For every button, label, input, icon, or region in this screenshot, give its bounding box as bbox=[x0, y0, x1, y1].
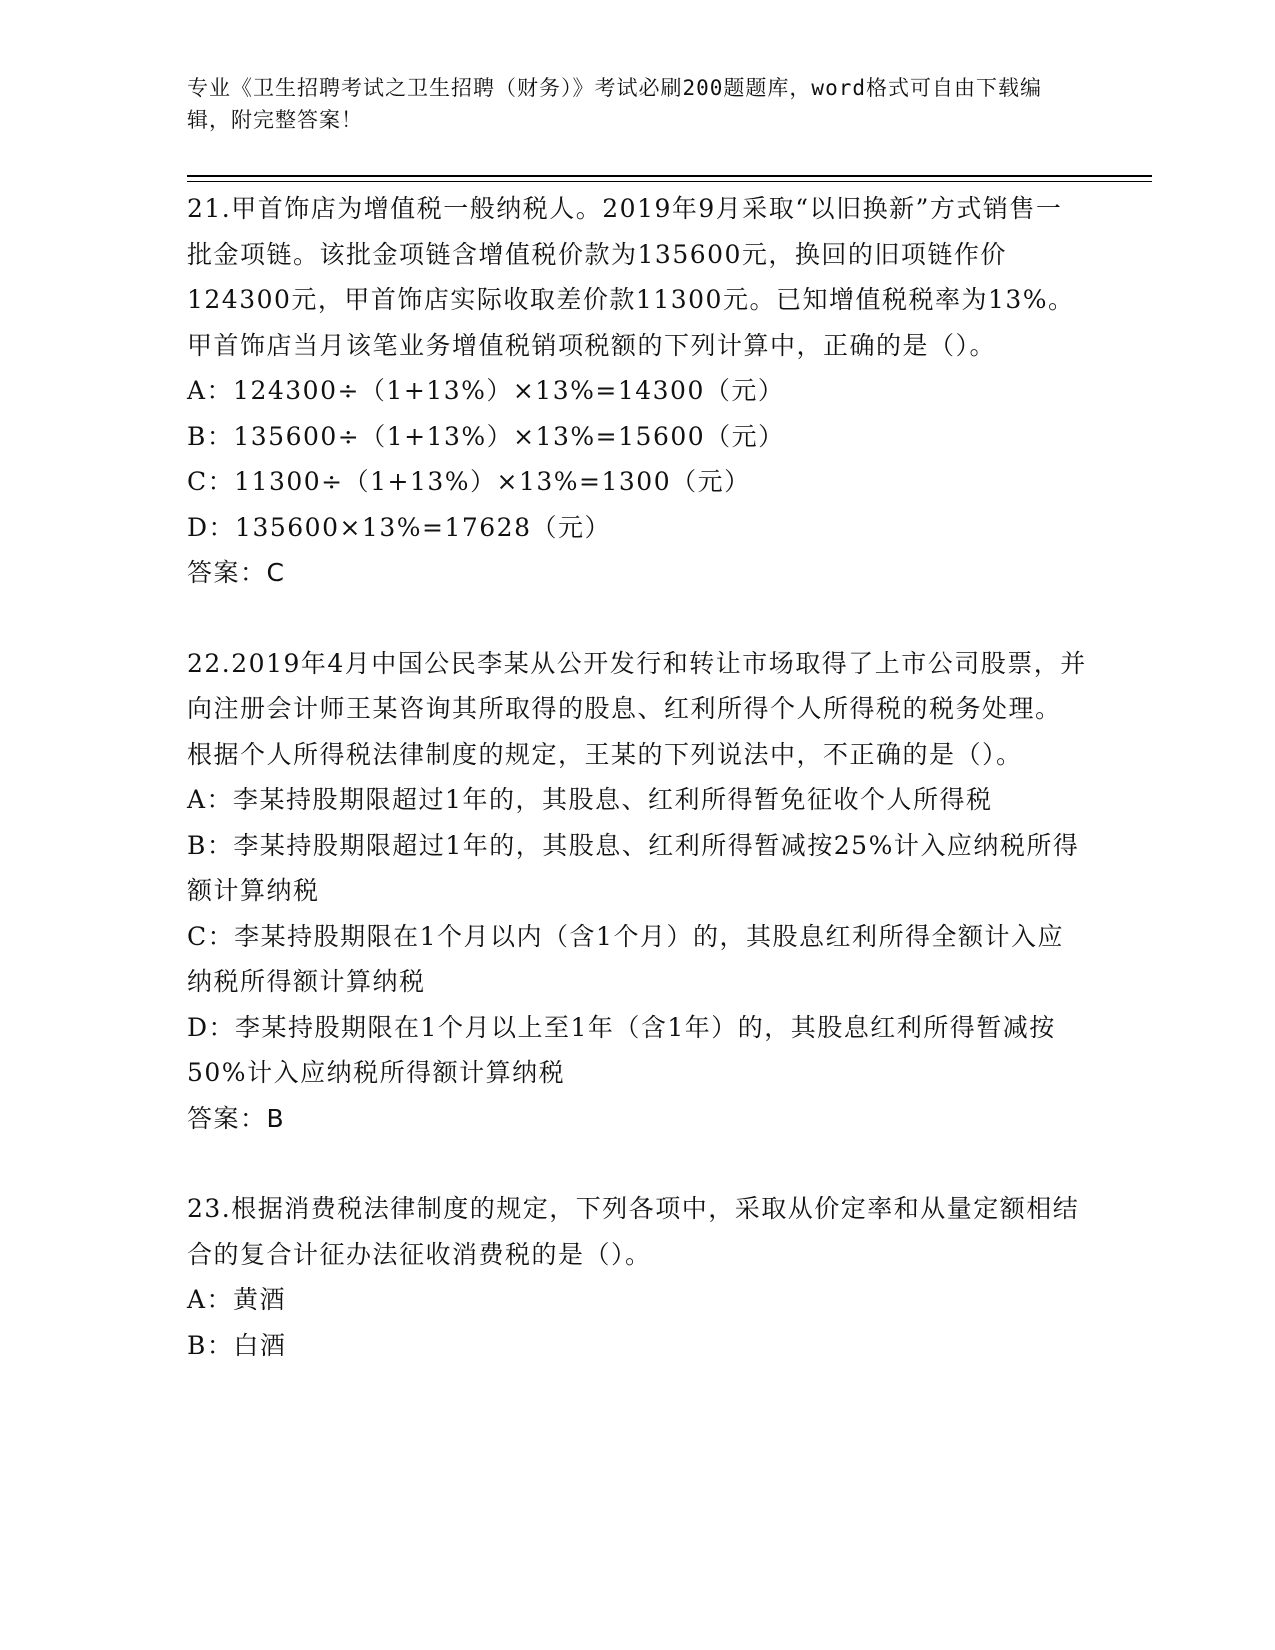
question-21 bbox=[187, 186, 1087, 596]
question-stem: 23.根据消费税法律制度的规定，下列各项中，采取从价定率和从量定额相结合的复合计征办法征收消费税的是（）。 bbox=[187, 1194, 1080, 1269]
option-c: C：11300÷（1+13%）×13%=1300（元） bbox=[187, 467, 751, 496]
option-b: B：李某持股期限超过1年的，其股息、红利所得暂减按25%计入应纳税所得额计算纳税 bbox=[187, 830, 1080, 905]
document-header-intro: 专业《卫生招聘考试之卫生招聘（财务）》考试必刷200题题库，word格式可自由下载编辑，附完整答案！ bbox=[187, 76, 1042, 132]
option-a: A：李某持股期限超过1年的，其股息、红利所得暂免征收个人所得税 bbox=[187, 785, 993, 814]
question-23 bbox=[187, 1186, 1087, 1368]
option-b: B：白酒 bbox=[187, 1330, 287, 1360]
option-d: D：李某持股期限在1个月以上至1年（含1年）的，其股息红利所得暂减按50%计入应纳税所得额计算纳税 bbox=[187, 1012, 1056, 1087]
question-22 bbox=[187, 641, 1087, 1142]
question-stem: 21.甲首饰店为增值税一般纳税人。2019年9月采取“以旧换新”方式销售一批金项链。该批金项链含增值税价款为135600元，换回的旧项链作价124300元，甲首饰店实际收取差价款11300元。已知增值税税率为13%。甲首饰店当月该笔业务增值税销项税额的下列计算中，正确的是（）。 bbox=[187, 194, 1075, 360]
answer-line: 答案：B bbox=[187, 1103, 286, 1133]
question-stem: 22.2019年4月中国公民李某从公开发行和转让市场取得了上市公司股票，并向注册会计师王某咨询其所取得的股息、红利所得个人所得税的税务处理。根据个人所得税法律制度的规定，王某的下列说法中，不正确的是（）。 bbox=[187, 648, 1087, 769]
header-divider-thick bbox=[187, 175, 1152, 177]
option-c: C：李某持股期限在1个月以内（含1个月）的，其股息红利所得全额计入应纳税所得额计算纳税 bbox=[187, 921, 1064, 996]
answer-line: 答案：C bbox=[187, 558, 286, 587]
question-list bbox=[187, 186, 1087, 1413]
header-divider-thin bbox=[187, 181, 1152, 182]
option-b: B：135600÷（1+13%）×13%=15600（元） bbox=[187, 421, 785, 451]
option-a: A：黄酒 bbox=[187, 1285, 287, 1314]
option-d: D：135600×13%=17628（元） bbox=[187, 512, 611, 542]
option-a: A：124300÷（1+13%）×13%=14300（元） bbox=[187, 376, 785, 405]
